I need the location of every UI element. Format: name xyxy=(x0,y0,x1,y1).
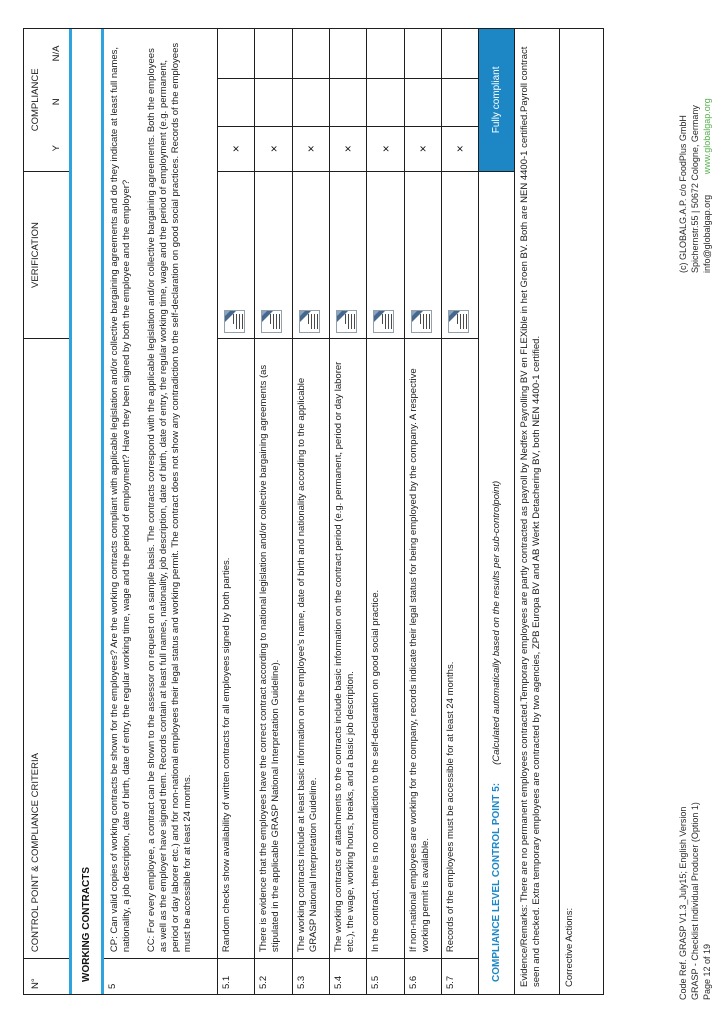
footer-copyright: (c) GLOBALG.A.P. c/o FoodPlus GmbH xyxy=(678,115,688,273)
compliance-na-cell xyxy=(367,29,404,78)
verification-cell xyxy=(442,171,478,339)
header-number: N° xyxy=(24,958,69,994)
compliance-yes-cell xyxy=(367,126,404,171)
evidence-remarks-text: Evidence/Remarks: There are no permanent employees contracted.Temporary employees are partly contracted as payroll by Nedfex Payrolling BV en FLEXible in het Groen BV. Both are NEN 4400-1 certified.Payroll contract seen and checked. Extra temporary employees are contracted by two agencies, ZPB Europa BV and AB Werkt Detachering BV, both NEN 4400-1 certified. xyxy=(519,46,543,987)
table-row xyxy=(442,29,479,994)
header-no: N xyxy=(51,98,63,106)
document-icon xyxy=(261,310,282,333)
control-point-text: The working contracts or attachments to the contracts include basic information on the contract period (e.g. permanent, period or day laborer etc.), the wage, working hours, breaks, and a basic job description. xyxy=(330,338,366,958)
compliance-na-cell xyxy=(255,29,292,78)
compliance-result-badge: Fully compliant xyxy=(479,29,514,171)
compliance-na-cell xyxy=(442,29,478,78)
table-row xyxy=(330,29,367,994)
checklist-table xyxy=(23,28,604,995)
compliance-no-cell xyxy=(442,78,478,126)
compliance-yes-cell xyxy=(293,126,329,171)
compliance-yes-cell xyxy=(442,126,478,171)
document-icon xyxy=(299,310,320,333)
x-mark: × xyxy=(416,145,430,153)
compliance-yes-cell xyxy=(255,126,292,171)
table-row xyxy=(255,29,293,994)
verification-cell xyxy=(293,171,329,339)
x-mark: × xyxy=(453,145,467,153)
footer-email: info@globalgap.org xyxy=(701,194,712,273)
x-mark: × xyxy=(378,145,393,153)
header-control-point: CONTROL POINT & COMPLIANCE CRITERIA xyxy=(24,338,69,958)
cp-paragraph: CP: Can valid copies of working contracts be shown for the employees? Are the working contracts compliant with applicable legislation and/or collective bargaining agreements and do they indicate at least full names, nationality, a job description, date of birth, date of entry, the regular working time, wage and the period of employment? Have they been signed by both the employee and the employer? xyxy=(109,46,133,953)
row-number: 5.7 xyxy=(442,958,478,994)
compliance-level-note: (Calculated automatically based on the results per sub-controlpoint) xyxy=(491,480,502,765)
compliance-yes-cell xyxy=(218,126,254,171)
table-header-row xyxy=(24,29,69,994)
compliance-na-cell xyxy=(293,29,329,78)
row-number: 5.4 xyxy=(330,958,366,994)
compliance-no-cell xyxy=(405,78,441,126)
compliance-na-cell xyxy=(330,29,366,78)
control-point-5-text xyxy=(104,29,217,958)
footer-contact-line xyxy=(702,98,714,273)
corrective-actions-row xyxy=(560,29,603,994)
footer-left-block xyxy=(678,802,713,1000)
corrective-actions-label: Corrective Actions: xyxy=(564,907,575,987)
table-row xyxy=(367,29,405,994)
compliance-yes-cell xyxy=(330,126,366,171)
footer-page-number: Page 12 of 19 xyxy=(701,943,712,1000)
section-row xyxy=(69,29,104,994)
row-number: 5.2 xyxy=(255,958,292,994)
control-point-5-row xyxy=(104,29,218,994)
x-mark: × xyxy=(304,145,318,153)
compliance-level-row xyxy=(479,29,515,994)
verification-cell xyxy=(330,171,366,339)
document-icon xyxy=(448,310,469,333)
footer-right-block xyxy=(678,98,713,273)
compliance-no-cell xyxy=(367,78,404,126)
header-compliance-label: COMPLIANCE xyxy=(30,68,41,132)
compliance-yes-cell xyxy=(405,126,441,171)
footer-doc-title: GRASP - Checklist Individual Producer (Option 1) xyxy=(689,802,700,1000)
header-verification: VERIFICATION xyxy=(24,171,69,339)
control-point-text: There is evidence that the employees have the correct contract according to national legislation and/or collective bargaining agreements (as stipulated in the applicable GRASP National Interpretation Guideline). xyxy=(255,338,292,958)
evidence-row xyxy=(515,29,560,994)
compliance-na-cell xyxy=(218,29,254,78)
row-number: 5 xyxy=(104,958,217,994)
header-compliance xyxy=(24,29,69,171)
row-number: 5.3 xyxy=(293,958,329,994)
verification-cell xyxy=(218,171,254,339)
compliance-no-cell xyxy=(330,78,366,126)
document-icon xyxy=(336,310,357,333)
compliance-no-cell xyxy=(293,78,329,126)
row-number: 5.1 xyxy=(218,958,254,994)
control-point-text: If non-national employees are working for the company, records indicate their legal status for being employed by the company. A respective working permit is available. xyxy=(405,338,441,958)
x-mark: × xyxy=(266,145,281,153)
row-number: 5.6 xyxy=(405,958,441,994)
header-yes: Y xyxy=(51,145,63,152)
compliance-no-cell xyxy=(218,78,254,126)
verification-cell xyxy=(367,171,404,339)
control-point-text: Random checks show availability of written contracts for all employees signed by both parties. xyxy=(218,338,254,958)
compliance-level-label: COMPLIANCE LEVEL CONTROL POINT 5: xyxy=(491,782,502,982)
verification-cell xyxy=(405,171,441,339)
row-number: 5.5 xyxy=(367,958,404,994)
control-point-text: In the contract, there is no contradiction to the self-declaration on good social practice. xyxy=(367,338,404,958)
footer-address: Spichernstr.55 | 50672 Cologne, Germany xyxy=(689,105,700,273)
x-mark: × xyxy=(341,145,355,153)
table-row xyxy=(405,29,442,994)
document-icon xyxy=(373,310,394,333)
footer-website-link: www.globalgap.org xyxy=(701,98,712,175)
table-row xyxy=(293,29,330,994)
control-point-text: Records of the employees must be accessible for at least 24 months. xyxy=(442,338,478,958)
footer-code-ref: Code Ref. GRASP V1.3_July15; English Version xyxy=(678,806,688,1000)
compliance-no-cell xyxy=(255,78,292,126)
verification-cell xyxy=(255,171,292,339)
header-na: N/A xyxy=(51,45,63,62)
control-point-text: The working contracts include at least basic information on the employee's name, date of birth and nationality according to the applicable GRASP National Interpretation Guideline. xyxy=(293,338,329,958)
compliance-level-label-cell xyxy=(479,171,514,994)
document-icon xyxy=(224,310,245,333)
document-icon xyxy=(411,310,432,333)
compliance-na-cell xyxy=(405,29,441,78)
section-title: WORKING CONTRACTS xyxy=(81,867,92,982)
cc-paragraph: CC: For every employee, a contract can be shown to the assessor on request on a sample basis. The contracts correspond with the applicable legislation and/or collective bargaining agreements. Both the employees as well as the employer have signed them. Records contain at least full names, nationality, job description, date of birth, date of entry, the regular working time, wage and the period of employment (e.g. permanent, period or day laborer etc.) and for non-national employees their legal status and working permit. The contract does not show any contradiction to the self-declaration on good social practices. Records of the employees must be accessible for at least 24 months. xyxy=(145,42,194,953)
table-row xyxy=(218,29,255,994)
x-mark: × xyxy=(229,145,243,153)
header-ynna xyxy=(51,29,63,171)
